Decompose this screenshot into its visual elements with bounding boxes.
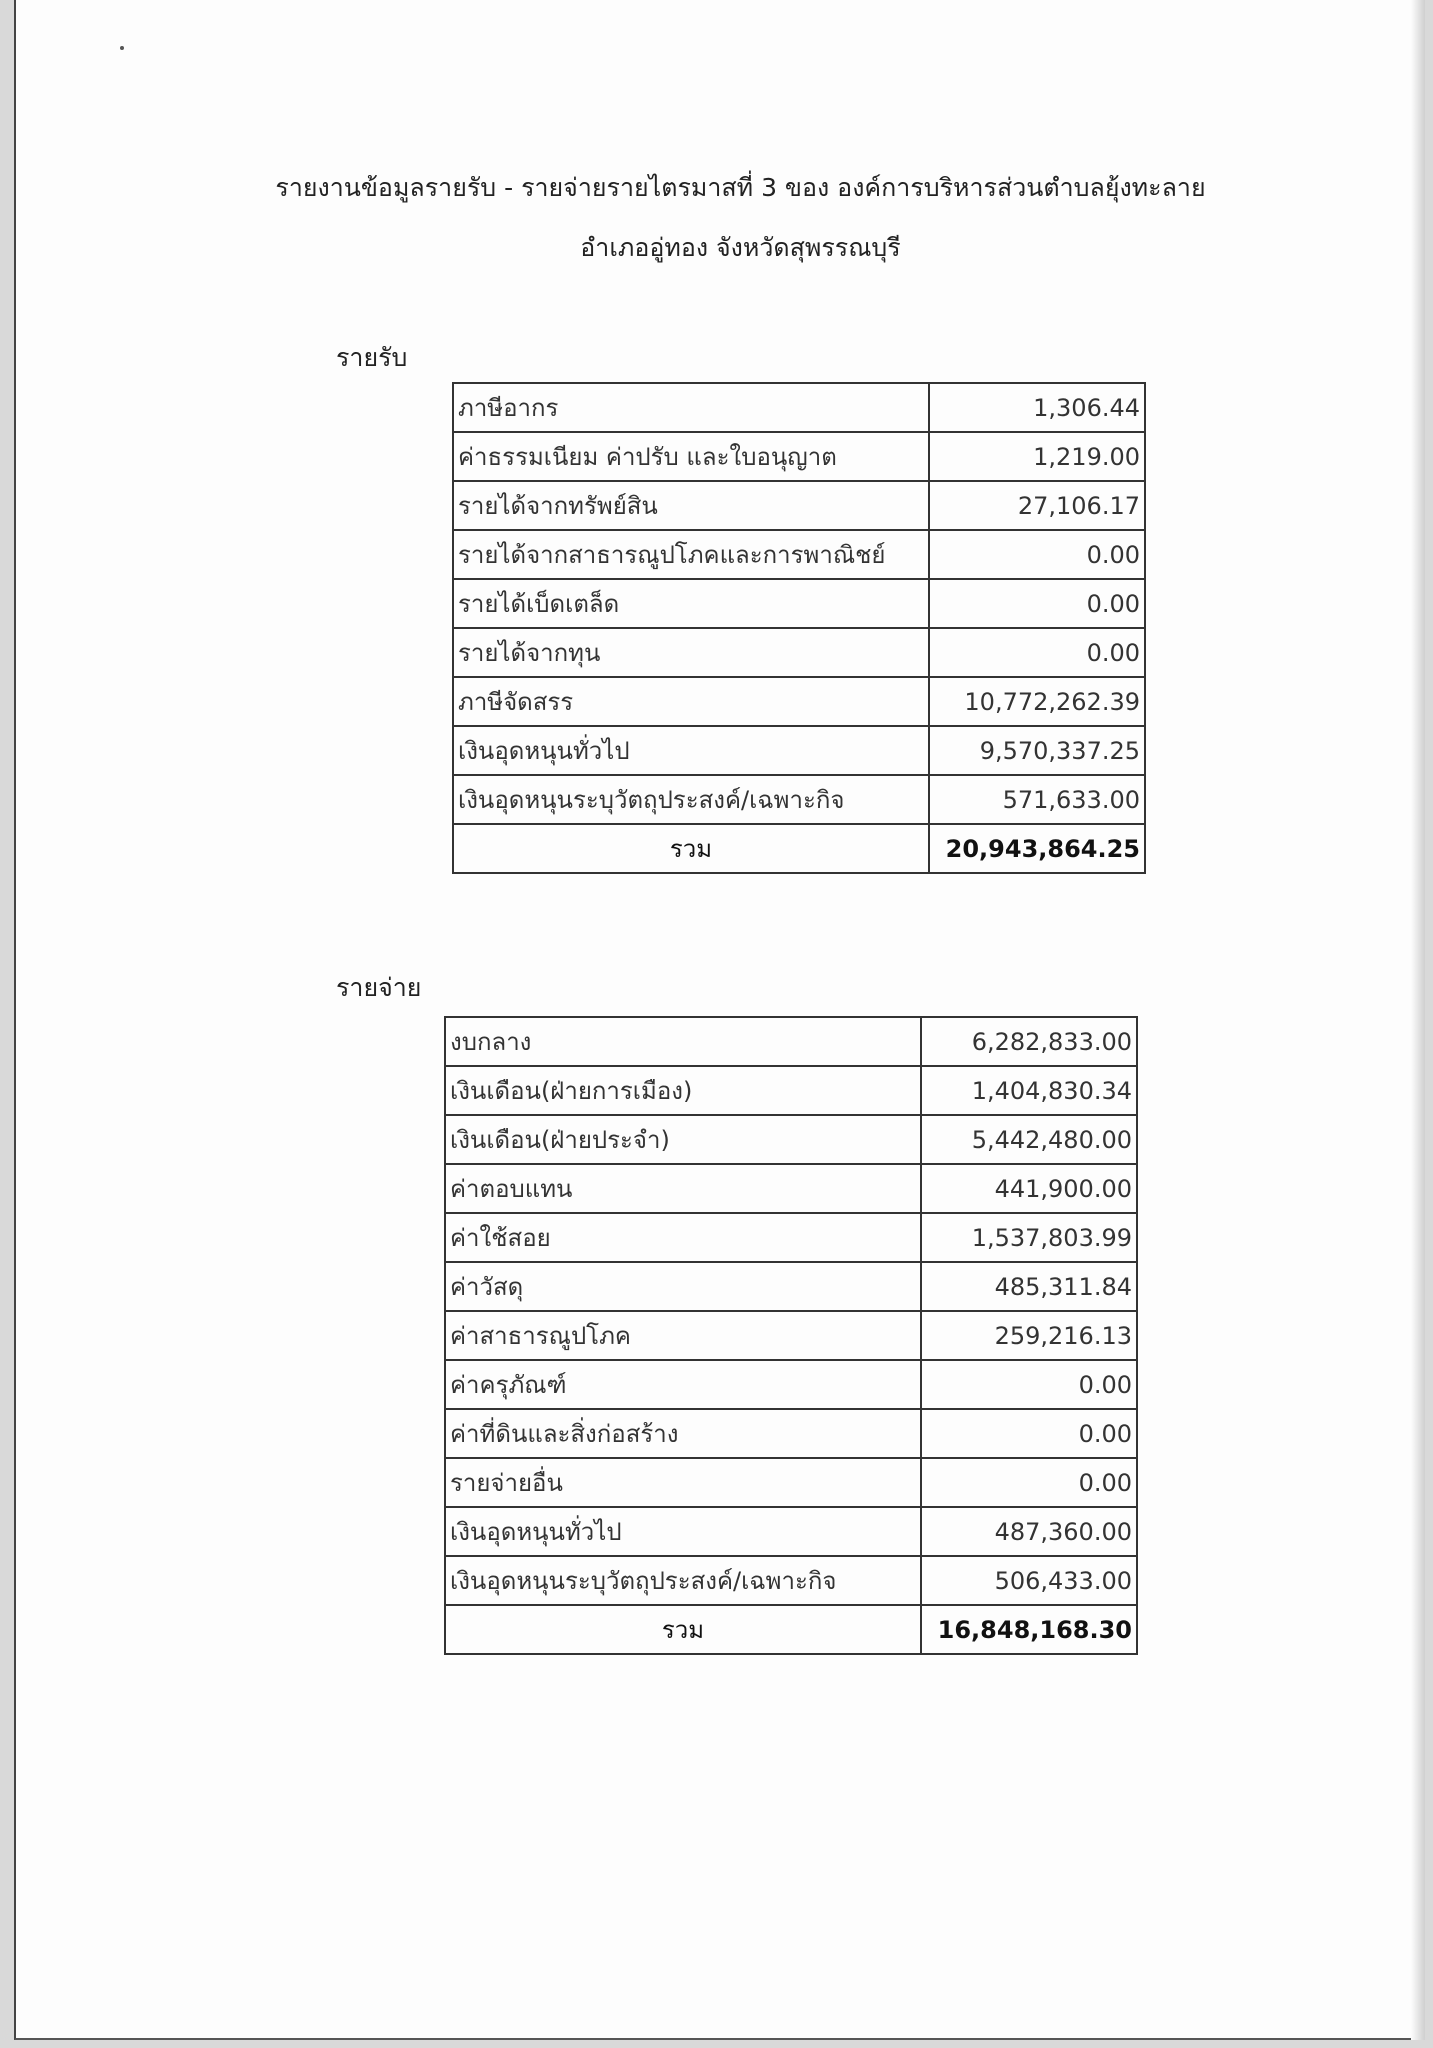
item-name: ค่าสาธารณูปโภค bbox=[445, 1311, 921, 1360]
item-name: ภาษีจัดสรร bbox=[453, 677, 929, 726]
table-row bbox=[453, 628, 1145, 677]
total-label: รวม bbox=[453, 824, 929, 873]
item-amount: 0.00 bbox=[929, 530, 1145, 579]
item-name: ภาษีอากร bbox=[453, 383, 929, 432]
document-page bbox=[14, 0, 1423, 2040]
table-row bbox=[453, 775, 1145, 824]
table-row bbox=[445, 1066, 1137, 1115]
table-row bbox=[445, 1409, 1137, 1458]
expense-table bbox=[444, 1016, 1138, 1655]
item-name: เงินอุดหนุนระบุวัตถุประสงค์/เฉพาะกิจ bbox=[445, 1556, 921, 1605]
table-row bbox=[445, 1262, 1137, 1311]
item-amount: 441,900.00 bbox=[921, 1164, 1137, 1213]
item-amount: 506,433.00 bbox=[921, 1556, 1137, 1605]
expense-table-body bbox=[445, 1017, 1137, 1654]
paper-mark bbox=[120, 46, 124, 50]
income-total-row bbox=[453, 824, 1145, 873]
item-name: รายได้จากทรัพย์สิน bbox=[453, 481, 929, 530]
income-table bbox=[452, 382, 1146, 874]
income-table-body bbox=[453, 383, 1145, 873]
table-row bbox=[445, 1311, 1137, 1360]
table-row bbox=[445, 1360, 1137, 1409]
item-name: รายได้เบ็ดเตล็ด bbox=[453, 579, 929, 628]
item-amount: 0.00 bbox=[921, 1409, 1137, 1458]
item-name: รายจ่ายอื่น bbox=[445, 1458, 921, 1507]
item-name: เงินอุดหนุนทั่วไป bbox=[453, 726, 929, 775]
item-amount: 485,311.84 bbox=[921, 1262, 1137, 1311]
item-name: ค่าตอบแทน bbox=[445, 1164, 921, 1213]
item-amount: 0.00 bbox=[929, 579, 1145, 628]
item-amount: 9,570,337.25 bbox=[929, 726, 1145, 775]
item-amount: 5,442,480.00 bbox=[921, 1115, 1137, 1164]
table-row bbox=[445, 1556, 1137, 1605]
table-row bbox=[445, 1458, 1137, 1507]
item-amount: 1,537,803.99 bbox=[921, 1213, 1137, 1262]
item-name: รายได้จากสาธารณูปโภคและการพาณิชย์ bbox=[453, 530, 929, 579]
item-name: ค่าวัสดุ bbox=[445, 1262, 921, 1311]
item-amount: 10,772,262.39 bbox=[929, 677, 1145, 726]
table-row bbox=[445, 1115, 1137, 1164]
table-row bbox=[453, 481, 1145, 530]
item-name: เงินเดือน(ฝ่ายการเมือง) bbox=[445, 1066, 921, 1115]
table-row bbox=[453, 432, 1145, 481]
item-name: เงินเดือน(ฝ่ายประจำ) bbox=[445, 1115, 921, 1164]
item-amount: 0.00 bbox=[929, 628, 1145, 677]
item-amount: 487,360.00 bbox=[921, 1507, 1137, 1556]
item-amount: 259,216.13 bbox=[921, 1311, 1137, 1360]
item-name: งบกลาง bbox=[445, 1017, 921, 1066]
item-amount: 0.00 bbox=[921, 1360, 1137, 1409]
item-name: เงินอุดหนุนระบุวัตถุประสงค์/เฉพาะกิจ bbox=[453, 775, 929, 824]
table-row bbox=[445, 1213, 1137, 1262]
income-section-label: รายรับ bbox=[336, 343, 408, 372]
table-row bbox=[445, 1017, 1137, 1066]
expense-total-row bbox=[445, 1605, 1137, 1654]
item-amount: 571,633.00 bbox=[929, 775, 1145, 824]
table-row bbox=[445, 1164, 1137, 1213]
income-total-amount: 20,943,864.25 bbox=[929, 824, 1145, 873]
expense-total-amount: 16,848,168.30 bbox=[921, 1605, 1137, 1654]
table-row bbox=[453, 383, 1145, 432]
item-name: ค่าครุภัณฑ์ bbox=[445, 1360, 921, 1409]
report-subtitle-location: อำเภออู่ทอง จังหวัดสุพรรณบุรี bbox=[580, 233, 901, 262]
item-name: ค่าใช้สอย bbox=[445, 1213, 921, 1262]
item-name: เงินอุดหนุนทั่วไป bbox=[445, 1507, 921, 1556]
page-edge-shadow bbox=[1411, 0, 1425, 2040]
table-row bbox=[445, 1507, 1137, 1556]
report-title: รายงานข้อมูลรายรับ - รายจ่ายรายไตรมาสที่ 3 ของ องค์การบริหารส่วนตำบลยุ้งทะลาย bbox=[275, 173, 1206, 202]
total-label: รวม bbox=[445, 1605, 921, 1654]
item-amount: 27,106.17 bbox=[929, 481, 1145, 530]
item-name: ค่าที่ดินและสิ่งก่อสร้าง bbox=[445, 1409, 921, 1458]
table-row bbox=[453, 530, 1145, 579]
table-row bbox=[453, 726, 1145, 775]
item-amount: 6,282,833.00 bbox=[921, 1017, 1137, 1066]
table-row bbox=[453, 677, 1145, 726]
item-name: รายได้จากทุน bbox=[453, 628, 929, 677]
item-amount: 1,219.00 bbox=[929, 432, 1145, 481]
item-amount: 1,306.44 bbox=[929, 383, 1145, 432]
item-name: ค่าธรรมเนียม ค่าปรับ และใบอนุญาต bbox=[453, 432, 929, 481]
table-row bbox=[453, 579, 1145, 628]
item-amount: 1,404,830.34 bbox=[921, 1066, 1137, 1115]
expense-section-label: รายจ่าย bbox=[336, 973, 422, 1002]
item-amount: 0.00 bbox=[921, 1458, 1137, 1507]
